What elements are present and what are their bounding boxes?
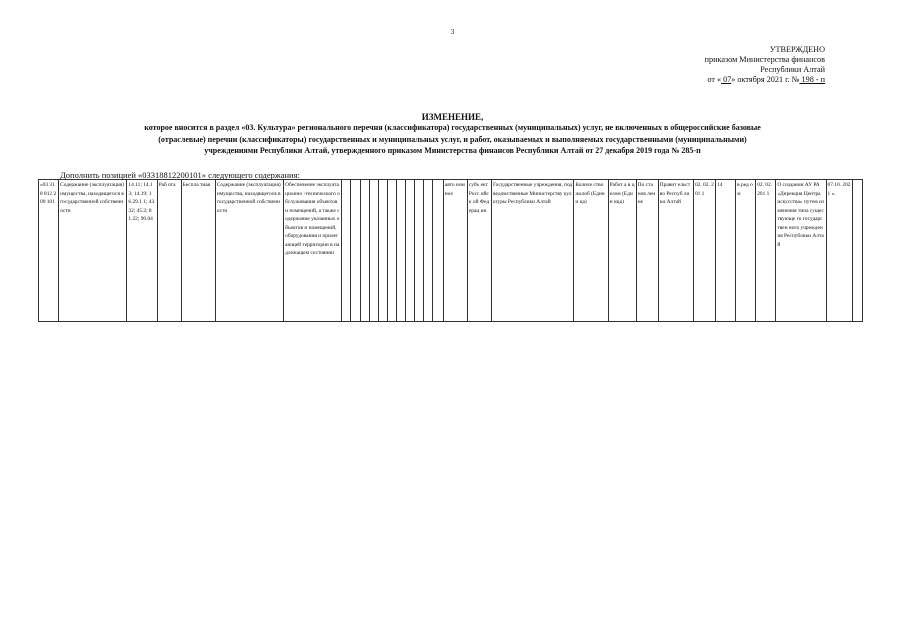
cell-inclusion-date: 07.10. 2021 ». [826,180,852,322]
page-number: 3 [450,28,455,36]
cell-empty [342,180,351,322]
cell-institution-type: авто ном ное [443,180,467,322]
approval-block [705,45,825,85]
cell-act-number: 14 [716,180,736,322]
subtitle-line-3: учреждениями Республики Алтай, утвержденного приказом Министерства финансов Республики Алтай от 27 декабря 2019 года № 285-п [204,146,701,155]
cell-level: субъ ект Росс ийск ой Фед ерац ии [467,180,491,322]
cell-okved: 14.11; 14.13; 14.19; 16.29.1 1; 43.32; 45.2; 81.22; 90.04 [127,180,157,322]
date-day: 07 [721,75,732,84]
document-subtitle [30,122,875,157]
cell-empty [360,180,369,322]
subtitle-line-2: (отраслевые) перечни (классификаторы) государственных и муниципальных услуг, и работ, оказываемых и выполняемых государственными (муниципальными) [158,134,747,144]
date-mid: » октября 2021 г. № [731,75,800,84]
table-row [39,180,863,322]
cell-act-title: О создании АУ РА «Дирекция Центра искусства» путем изменения типа существующе го государствен ного учреждения Республики Алтай [776,180,826,322]
cell-empty [414,180,423,322]
date-prefix: от « [707,75,722,84]
cell-content: Содержание (эксплуатация) имущества, находящегося в государственной собственности [215,180,283,322]
position-table [38,179,863,322]
cell-empty [432,180,443,322]
cell-empty [405,180,414,322]
cell-edition: в ред ом [736,180,756,322]
cell-empty [423,180,432,322]
cell-empty [387,180,396,322]
cell-empty [378,180,387,322]
approval-line-1: приказом Министерства финансов [704,55,825,64]
order-number: 198 - п [799,75,825,84]
cell-code: «03 318 812 200 101 [39,180,59,322]
cell-act-type: По ста нов лен ие [636,180,658,322]
cell-type: Раб ота [157,180,181,322]
cell-act-date: 02. 02. 201 1 [693,180,715,322]
subtitle-line-1: которое вносится в раздел «03. Культура» регионального перечня (классификатора) государственных (муниципальных) услуг, не включенных в общероссийские базовые [144,123,761,132]
cell-empty [852,180,862,322]
cell-institutions: Государственные учреждения, подведомственные Министерству культуры Республики Алтай [492,180,574,322]
cell-indicator-volume: Работ а в целом (Един ица) [608,180,636,322]
cell-indicator-quality: Количе ство жалоб (Едини ца) [574,180,608,322]
cell-edition-date: 02. 02. 201 1 [756,180,776,322]
approval-heading: УТВЕРЖДЕНО [769,45,825,54]
approval-date-line [705,75,825,85]
cell-empty [396,180,405,322]
cell-conditions: Обеспечение эксплуатационно -технического обслуживания объектов и помещений, а также содержание указанных объектов и помещений, оборудования и прилегающей территории в надлежащем состоянии [284,180,342,322]
cell-empty [369,180,378,322]
document-title: ИЗМЕНЕНИЕ, [421,112,484,122]
intro-text: Дополнить позицией «03318812200101» следующего содержания: [60,170,300,180]
cell-service-name: Содержание (эксплуатация) имущества, находящегося в государственной собственности [59,180,127,322]
cell-payment: Беспла тная [181,180,215,322]
cell-empty [351,180,360,322]
approval-line-2: Республики Алтай [760,65,825,74]
cell-act-issuer: Правит ельство Респуб лики Алтай [658,180,693,322]
